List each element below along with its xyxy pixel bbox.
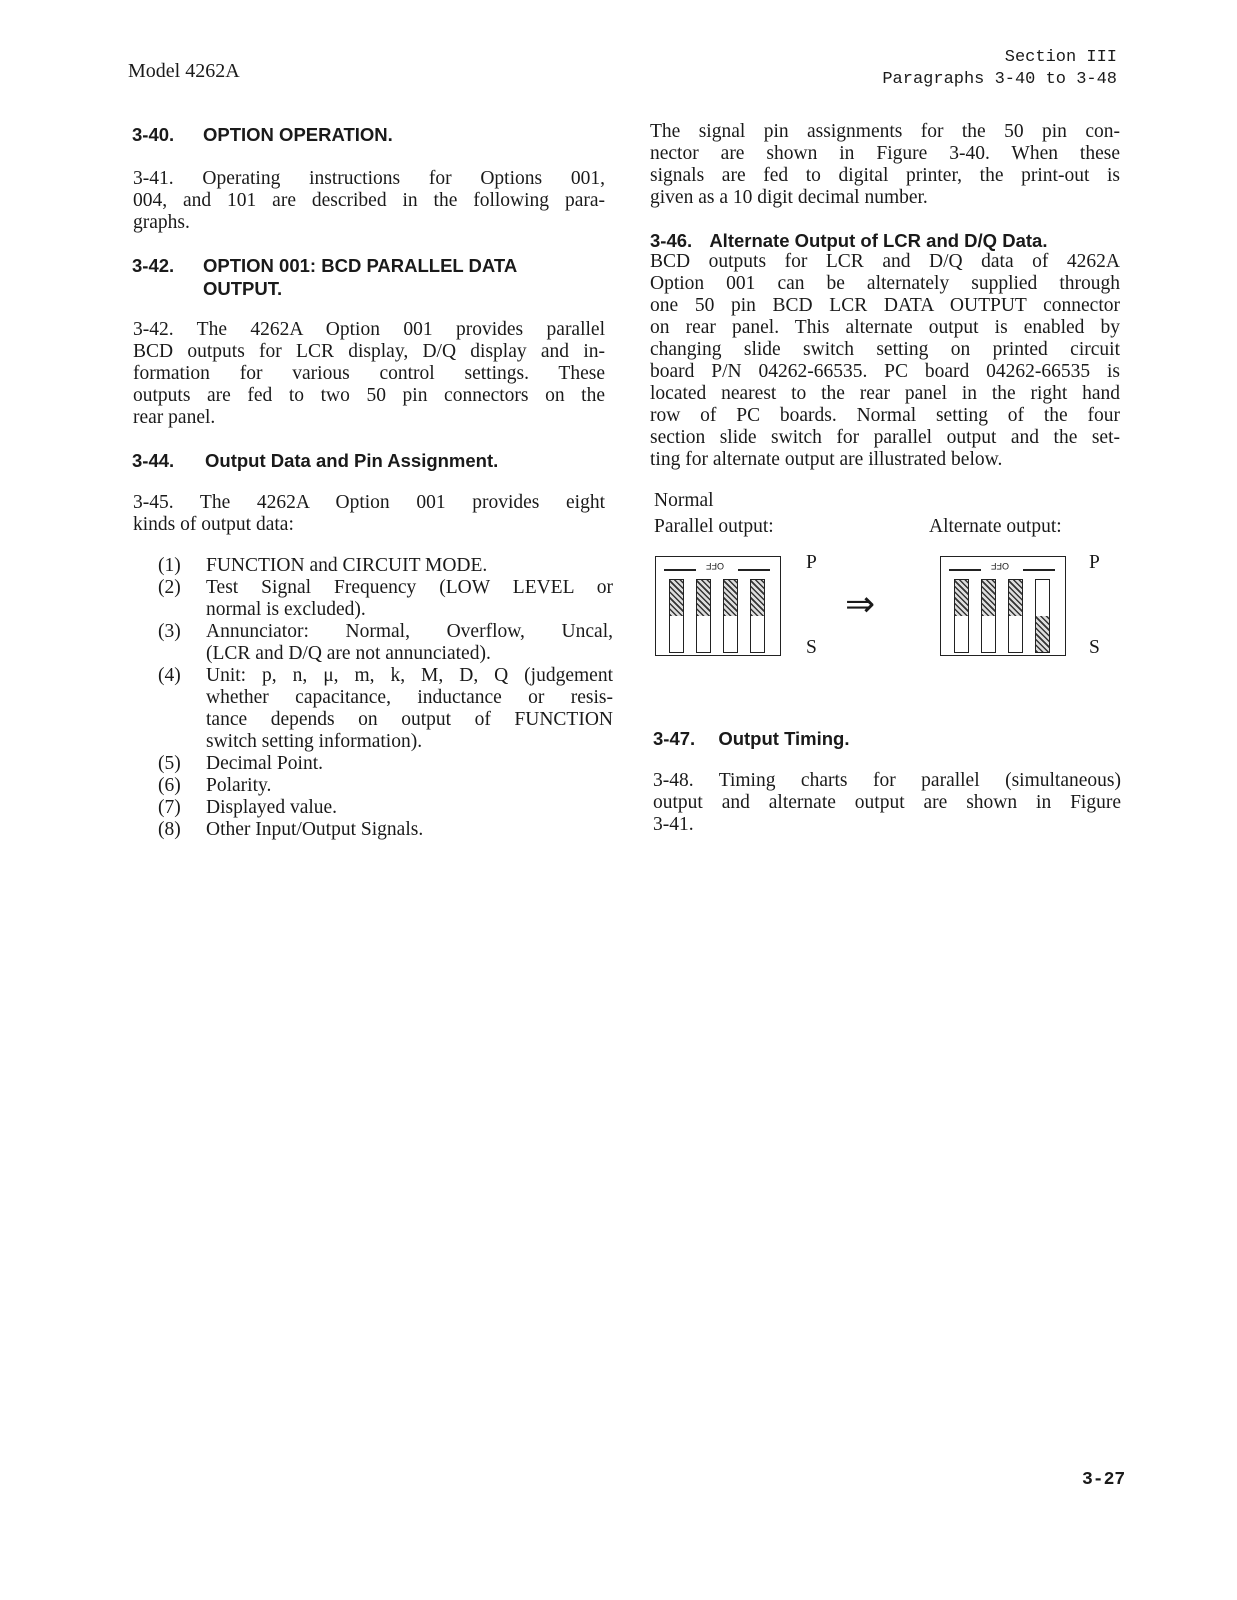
heading-title: Output Data and Pin Assignment. — [205, 450, 499, 471]
text-line: 3-42. The 4262A Option 001 provides parallel — [133, 319, 605, 340]
switch-section-2 — [696, 579, 711, 653]
slide-switch-normal — [655, 556, 781, 656]
text-line: Other Input/Output Signals. — [206, 819, 424, 840]
text-line: normal is excluded). — [206, 599, 366, 620]
text-line: on rear panel. This alternate output is enabled by — [650, 317, 1120, 338]
label-p-alternate: P — [1089, 552, 1100, 573]
list-number: (3) — [158, 621, 181, 642]
paragraph-3-42 — [133, 319, 605, 429]
list-item — [158, 797, 613, 819]
paragraph-3-41 — [133, 168, 605, 234]
switch-section-4 — [750, 579, 765, 653]
list-item — [158, 555, 613, 577]
text-line: board P/N 04262-66535. PC board 04262-66535 is — [650, 361, 1120, 382]
output-data-list — [158, 555, 613, 841]
paragraph-signal-pins — [650, 121, 1120, 209]
text-line: FUNCTION and CIRCUIT MODE. — [206, 555, 488, 576]
heading-title-line1: OPTION 001: BCD PARALLEL DATA — [203, 255, 518, 276]
text-line: changing slide switch setting on printed circuit — [650, 339, 1120, 360]
off-text: OFF — [991, 561, 1009, 571]
heading-number: 3-46. — [650, 230, 693, 251]
heading-number: 3-47. — [653, 728, 696, 749]
heading-3-44 — [132, 449, 499, 472]
figure-parallel-label: Parallel output: — [654, 516, 774, 537]
text-line: Annunciator: Normal, Overflow, Uncal, — [206, 621, 613, 642]
text-line: one 50 pin BCD LCR DATA OUTPUT connector — [650, 295, 1120, 316]
list-number: (2) — [158, 577, 181, 598]
list-number: (8) — [158, 819, 181, 840]
switch-section-2 — [981, 579, 996, 653]
text-line: Polarity. — [206, 775, 272, 796]
text-line: 004, and 101 are described in the following para- — [133, 190, 605, 211]
header-model: Model 4262A — [128, 60, 240, 82]
list-number: (4) — [158, 665, 181, 686]
text-line: output and alternate output are shown in Figure — [653, 792, 1121, 813]
text-line: Unit: p, n, μ, m, k, M, D, Q (judgement — [206, 665, 613, 686]
heading-3-40 — [132, 123, 393, 146]
text-line: graphs. — [133, 212, 190, 233]
heading-number: 3-40. — [132, 124, 175, 145]
switch-section-3 — [723, 579, 738, 653]
off-marking — [656, 563, 780, 575]
list-item — [158, 665, 613, 753]
text-line: 3-48. Timing charts for parallel (simultaneous) — [653, 770, 1121, 791]
paragraph-3-48 — [653, 770, 1121, 836]
switch-section-1 — [954, 579, 969, 653]
heading-title-line2: OUTPUT. — [203, 278, 283, 299]
header-section: Section III — [1004, 48, 1117, 67]
list-item — [158, 753, 613, 775]
switch-section-4 — [1035, 579, 1050, 653]
text-line: nector are shown in Figure 3-40. When these — [650, 143, 1120, 164]
list-number: (7) — [158, 797, 181, 818]
text-line: outputs are fed to two 50 pin connectors on the — [133, 385, 605, 406]
text-line: BCD outputs for LCR and D/Q data of 4262A — [650, 251, 1120, 272]
list-number: (6) — [158, 775, 181, 796]
heading-title: OPTION OPERATION. — [203, 124, 393, 145]
text-line: row of PC boards. Normal setting of the four — [650, 405, 1120, 426]
paragraph-3-45 — [133, 492, 605, 536]
heading-3-47 — [653, 727, 850, 750]
text-line: ting for alternate output are illustrated below. — [650, 449, 1003, 470]
text-line: (LCR and D/Q are not annunciated). — [206, 643, 491, 664]
text-line: Decimal Point. — [206, 753, 323, 774]
text-line: Test Signal Frequency (LOW LEVEL or — [206, 577, 613, 598]
text-line: formation for various control settings. These — [133, 363, 605, 384]
switch-section-1 — [669, 579, 684, 653]
text-line: Option 001 can be alternately supplied through — [650, 273, 1120, 294]
list-item — [158, 621, 613, 665]
text-line: BCD outputs for LCR display, D/Q display and in- — [133, 341, 605, 362]
text-line: rear panel. — [133, 407, 216, 428]
text-line: given as a 10 digit decimal number. — [650, 187, 928, 208]
arrow-icon: ⇒ — [845, 584, 876, 625]
text-line: kinds of output data: — [133, 514, 294, 535]
list-item — [158, 819, 613, 841]
text-line: whether capacitance, inductance or resis- — [206, 687, 613, 708]
switch-section-3 — [1008, 579, 1023, 653]
off-marking — [941, 563, 1065, 575]
text-line: tance depends on output of FUNCTION — [206, 709, 613, 730]
label-s-normal: S — [806, 637, 817, 658]
text-line: section slide switch for parallel output and the set- — [650, 427, 1120, 448]
list-item — [158, 577, 613, 621]
paragraph-3-46 — [650, 251, 1120, 471]
list-item — [158, 775, 613, 797]
label-p-normal: P — [806, 552, 817, 573]
heading-title: Alternate Output of LCR and D/Q Data. — [709, 230, 1048, 251]
heading-number: 3-42. — [132, 255, 175, 276]
text-line: signals are fed to digital printer, the print-out is — [650, 165, 1120, 186]
label-s-alternate: S — [1089, 637, 1100, 658]
page-number: 3-27 — [1082, 1470, 1126, 1490]
slide-switch-alternate — [940, 556, 1066, 656]
text-line: located nearest to the rear panel in the right hand — [650, 383, 1120, 404]
figure-normal-label: Normal — [654, 490, 714, 511]
text-line: Displayed value. — [206, 797, 338, 818]
list-number: (5) — [158, 753, 181, 774]
text-line: 3-41. — [653, 814, 694, 835]
header-paragraphs: Paragraphs 3-40 to 3-48 — [882, 70, 1117, 89]
text-line: 3-45. The 4262A Option 001 provides eight — [133, 492, 605, 513]
heading-3-46 — [650, 229, 1047, 252]
figure-alternate-label: Alternate output: — [929, 516, 1062, 537]
heading-title: Output Timing. — [718, 728, 850, 749]
text-line: switch setting information). — [206, 731, 423, 752]
heading-number: 3-44. — [132, 450, 175, 471]
off-text: OFF — [706, 561, 724, 571]
text-line: The signal pin assignments for the 50 pin con- — [650, 121, 1120, 142]
text-line: 3-41. Operating instructions for Options 001, — [133, 168, 605, 189]
list-number: (1) — [158, 555, 181, 576]
heading-3-42 — [132, 254, 612, 299]
